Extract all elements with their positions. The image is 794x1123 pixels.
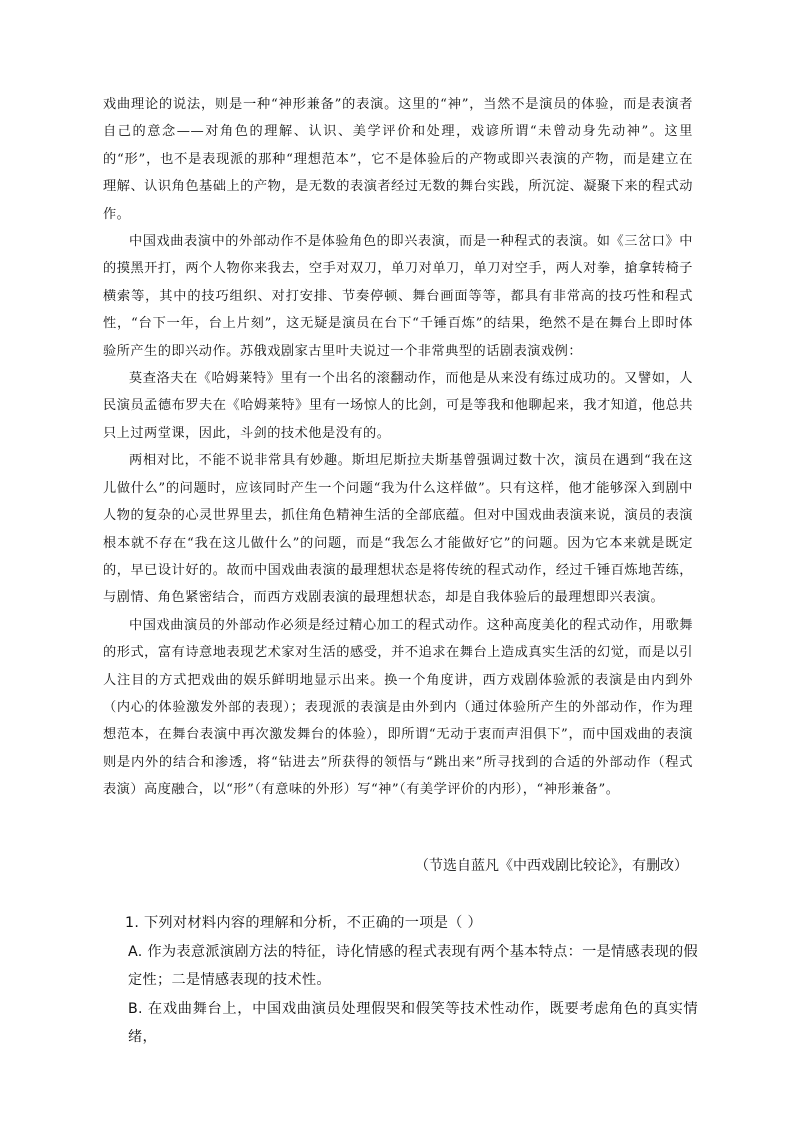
paragraph-5: 中国戏曲演员的外部动作必须是经过精心加工的程式动作。这种高度美化的程式动作，用歌舞的形式，富有诗意地表现艺术家对生活的感受，并不追求在舞台上造成真实生活的幻觉，而是以引人注目的方式把戏曲的娱乐鲜明地显示出来。换一个角度讲，西方戏剧体验派的表演是由内到外（内心的体验激发外部的表现）；表现派的表演是由外到内（通过体验所产生的外部动作，作为理想范本，在舞台表演中再次激发舞台的体验），即所谓“无动于衷而声泪俱下”，而中国戏曲的表演则是内外的结合和渗透，将“钻进去”所获得的领悟与“跳出来”所寻找到的合适的外部动作（程式表演）高度融合，以“形”（有意味的外形）写“神”（有美学评价的内形），“神形兼备”。: [103, 617, 693, 798]
article-body: [103, 91, 693, 804]
question-stem: 1. 下列对材料内容的理解和分析，不正确的一项是（ ）: [125, 915, 482, 931]
option-b: B. 在戏曲舞台上，中国戏曲演员处理假哭和假笑等技术性动作，既要考虑角色的真实情绪，: [128, 1000, 698, 1046]
option-a: A. 作为表意派演剧方法的特征，诗化情感的程式表现有两个基本特点：一是情感表现的假定性；二是情感表现的技术性。: [128, 943, 698, 989]
question-block: [125, 909, 698, 1052]
paragraph-4: 两相对比，不能不说非常具有妙趣。斯坦尼斯拉夫斯基曾强调过数十次，演员在遇到“我在这儿做什么”的问题时，应该同时产生一个问题“我为什么这样做”。只有这样，他才能够深入到剧中人物的复杂的心灵世界里去，抓住角色精神生活的全部底蕴。但对中国戏曲表演来说，演员的表演根本就不存在“我在这儿做什么”的问题，而是“我怎么才能做好它”的问题。因为它本来就是既定的，早已设计好的。故而中国戏曲表演的最理想状态是将传统的程式动作，经过千锤百炼地苦练，与剧情、角色紧密结合，而西方戏剧表演的最理想状态，却是自我体验后的最理想即兴表演。: [103, 453, 693, 606]
quoted-example: 莫查洛夫在《哈姆莱特》里有一个出名的滚翻动作，而他是从来没有练过成功的。又譬如，人民演员孟德布罗夫在《哈姆莱特》里有一场惊人的比剑，可是等我和他聊起来，我才知道，他总共只上过两堂课，因此，斗剑的技术他是没有的。: [103, 371, 693, 441]
source-citation: （节选自蓝凡《中西戏剧比较论》，有删改）: [415, 858, 688, 874]
paragraph-2: 中国戏曲表演中的外部动作不是体验角色的即兴表演，而是一种程式的表演。如《三岔口》中的摸黑开打，两个人物你来我去，空手对双刀，单刀对单刀，单刀对空手，两人对拳，搶拿转椅子横索等，其中的技巧组织、对打安排、节奏停顿、舞台画面等等，都具有非常高的技巧性和程式性，“台下一年，台上片刻”，这无疑是演员在台下“千锤百炼”的结果，绝然不是在舞台上即时体验所产生的即兴动作。苏俄戏剧家古里叶夫说过一个非常典型的话剧表演戏例：: [103, 234, 693, 359]
paragraph-1: 戏曲理论的说法，则是一种“神形兼备”的表演。这里的“神”，当然不是演员的体验，而是表演者自己的意念——对角色的理解、认识、美学评价和处理，戏谚所谓“未曾动身先动神”。这里的“形”，也不是表现派的那种“理想范本”，它不是体验后的产物或即兴表演的产物，而是建立在理解、认识角色基础上的产物，是无数的表演者经过无数的舞台实践，所沉淀、凝聚下来的程式动作。: [103, 97, 693, 222]
